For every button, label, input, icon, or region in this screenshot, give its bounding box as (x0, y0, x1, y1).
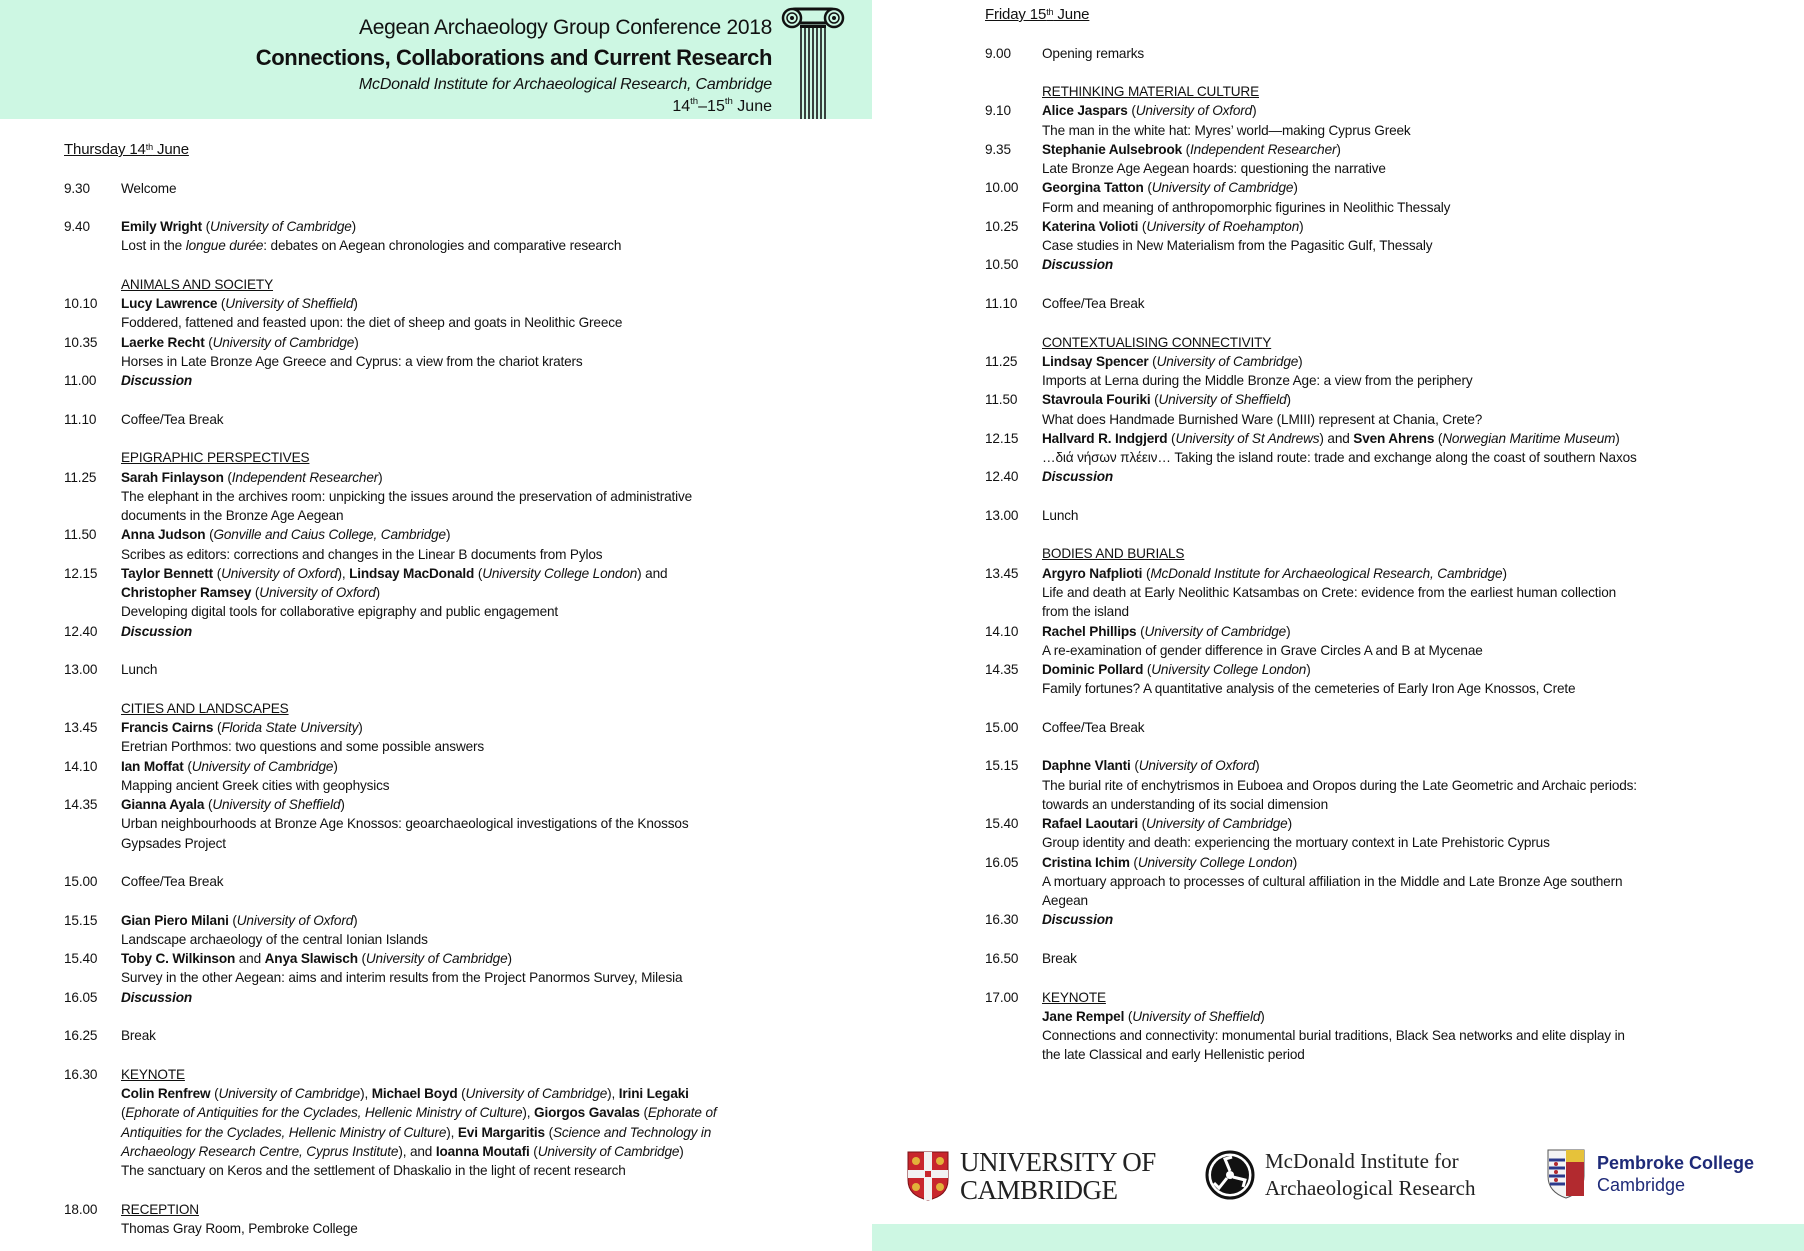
day-text: Friday 15 (985, 6, 1047, 23)
speaker: Irini Legaki (618, 1086, 689, 1102)
speaker: Gian Piero Milani (121, 912, 229, 928)
time: 15.15 (64, 912, 98, 928)
session-heading: ANIMALS AND SOCIETY (121, 276, 274, 292)
date-start: 14 (672, 98, 691, 115)
speaker: Anna Judson (121, 527, 206, 543)
time: 12.15 (985, 430, 1019, 446)
session-heading: BODIES AND BURIALS (1042, 546, 1185, 562)
talk-title: towards an understanding of its social dimension (1042, 796, 1328, 812)
speaker: Francis Cairns (121, 719, 214, 735)
date-end: –15 (698, 98, 725, 115)
talk-title: Survey in the other Aegean: aims and interim results from the Project Panormos Survey, Milesia (121, 970, 683, 986)
time: 16.50 (985, 951, 1019, 967)
day-text: Thursday 14 (64, 141, 146, 158)
talk-title: The sanctuary on Keros and the settlement of Dhaskalio in the light of recent research (121, 1163, 626, 1179)
talk-title: Foddered, fattened and feasted upon: the diet of sheep and goats in Neolithic Greece (121, 315, 623, 331)
talk-title: Group identity and death: experiencing the mortuary context in Late Prehistoric Cyprus (1042, 835, 1550, 851)
conference-theme: Connections, Collaborations and Current Research (255, 45, 772, 70)
logo-cambridge (906, 1148, 1156, 1204)
speaker: Ian Moffat (121, 758, 184, 774)
speaker: Rachel Phillips (1042, 623, 1137, 639)
talk-title: Scribes as editors: corrections and changes in the Linear B documents from Pylos (121, 546, 603, 562)
date-month: June (732, 98, 772, 115)
talk-title: Horses in Late Bronze Age Greece and Cyprus: a view from the chariot kraters (121, 353, 583, 369)
time: 15.00 (985, 719, 1019, 735)
logo-text: Cambridge (1597, 1175, 1686, 1195)
time: 15.00 (64, 874, 98, 890)
time: 15.40 (985, 816, 1019, 832)
speaker: Gianna Ayala (121, 797, 205, 813)
schedule-row: 14.35 Gianna Ayala (University of Sheffield) (64, 795, 824, 814)
affiliation: Florida State University (221, 719, 359, 735)
time: 16.25 (64, 1028, 98, 1044)
event: Coffee/Tea Break (1042, 719, 1145, 735)
event: Coffee/Tea Break (121, 874, 224, 890)
event: Break (121, 1028, 156, 1044)
schedule-row (64, 371, 824, 390)
affiliation: University of Oxford (236, 912, 354, 928)
reception-venue: Thomas Gray Room, Pembroke College (121, 1220, 358, 1236)
schedule-row: 10.25 Katerina Volioti (University of Roehampton) (985, 217, 1725, 236)
event: Break (1042, 951, 1077, 967)
affiliation: Independent Researcher (231, 469, 379, 485)
session-heading: CITIES AND LANDSCAPES (121, 700, 289, 716)
talk-title: Life and death at Early Neolithic Katsambas on Crete: evidence from the earliest human collection (1042, 584, 1617, 600)
speaker: Katerina Volioti (1042, 218, 1139, 234)
schedule-row: 13.45 Francis Cairns (Florida State University) (64, 718, 824, 737)
time: 13.45 (985, 565, 1019, 581)
schedule-row: 15.15 Daphne Vlanti (University of Oxford) (985, 756, 1725, 775)
affiliation: University of Oxford (259, 585, 376, 601)
time: 9.00 (985, 45, 1011, 61)
day-heading (64, 140, 824, 159)
speaker: Daphne Vlanti (1042, 758, 1131, 774)
schedule-row: 16.05 Cristina Ichim (University College London) (985, 853, 1725, 872)
schedule-row: 10.35 Laerke Recht (University of Cambridge) (64, 333, 824, 352)
time: 12.40 (64, 623, 98, 639)
speaker: Colin Renfrew (121, 1086, 211, 1102)
event: Lunch (121, 662, 158, 678)
time: 15.15 (985, 758, 1019, 774)
schedule-row (64, 1065, 824, 1084)
schedule-row (985, 910, 1725, 929)
schedule-row (985, 255, 1725, 274)
speaker: Hallvard R. Indgjerd (1042, 430, 1168, 446)
time: 9.40 (64, 219, 90, 235)
schedule-row: 14.10 Rachel Phillips (University of Cambridge) (985, 622, 1725, 641)
talk-title: The man in the white hat: Myres’ world—making Cyprus Greek (1042, 122, 1411, 138)
time: 16.05 (64, 989, 98, 1005)
schedule-row (64, 622, 824, 641)
talk-title: Connections and connectivity: monumental burial traditions, Black Sea networks and elite display in (1042, 1028, 1625, 1044)
talk-title: A re-examination of gender difference in Grave Circles A and B at Mycenae (1042, 642, 1483, 658)
schedule-row (985, 467, 1725, 486)
time: 10.00 (985, 180, 1019, 196)
discussion: Discussion (121, 989, 193, 1005)
affiliation: Gonville and Caius College, Cambridge (213, 527, 446, 543)
time: 14.35 (985, 662, 1019, 678)
affiliation: University of Oxford (1135, 103, 1253, 119)
talk-title: …διά νήσων πλέειν… Taking the island route: trade and exchange along the coast of southern Naxos (1042, 450, 1637, 466)
talk-title: Lost in the longue durée: debates on Aegean chronologies and comparative research (121, 238, 622, 254)
affiliation: University of Roehampton (1146, 218, 1300, 234)
logo-text: Archaeological Research (1265, 1176, 1476, 1200)
speaker: Stavroula Fouriki (1042, 392, 1151, 408)
logo-text: UNIVERSITY OF (960, 1147, 1156, 1177)
event: Coffee/Tea Break (1042, 295, 1145, 311)
affiliation: University of Cambridge (365, 951, 508, 967)
speaker: Michael Boyd (371, 1086, 458, 1102)
affiliation: Norwegian Maritime Museum (1442, 430, 1616, 446)
talk-title: Landscape archaeology of the central Ionian Islands (121, 931, 428, 947)
talk-title: A mortuary approach to processes of cultural affiliation in the Middle and Late Bronze Age southern (1042, 873, 1623, 889)
affiliation: University of Cambridge (1156, 353, 1299, 369)
schedule-row: 15.40 Rafael Laoutari (University of Cambridge) (985, 814, 1725, 833)
affiliation: University of Cambridge (1144, 623, 1287, 639)
schedule-row: 12.15 Hallvard R. Indgjerd (University of St Andrews) and Sven Ahrens (Norwegian Maritime Museum) (985, 429, 1725, 448)
schedule-row: 14.10 Ian Moffat (University of Cambridge) (64, 757, 824, 776)
speaker: Argyro Nafplioti (1042, 565, 1143, 581)
schedule-row: 9.40 Emily Wright (University of Cambridge) (64, 217, 824, 236)
time: 13.45 (64, 719, 98, 735)
time: 11.10 (64, 411, 97, 427)
schedule-row: 15.40 Toby C. Wilkinson and Anya Slawisch (University of Cambridge) (64, 949, 824, 968)
discussion: Discussion (1042, 257, 1114, 273)
talk-title: What does Handmade Burnished Ware (LMIII) represent at Chania, Crete? (1042, 411, 1483, 427)
schedule-row: 12.15 Taylor Bennett (University of Oxford), Lindsay MacDonald (University College London) and (64, 564, 824, 583)
schedule-row (985, 988, 1725, 1007)
schedule-row (985, 506, 1725, 525)
time: 9.30 (64, 180, 90, 196)
discussion: Discussion (1042, 912, 1114, 928)
speaker: Sven Ahrens (1353, 430, 1435, 446)
affiliation: University of Sheffield (212, 797, 341, 813)
schedule-row: 11.50 Anna Judson (Gonville and Caius College, Cambridge) (64, 525, 824, 544)
speaker: Rafael Laoutari (1042, 816, 1138, 832)
speaker: Georgina Tatton (1042, 180, 1144, 196)
affiliation: Independent Researcher (1190, 141, 1337, 157)
talk-title: documents in the Bronze Age Aegean (121, 508, 344, 524)
time: 11.25 (985, 353, 1018, 369)
time: 10.10 (64, 296, 98, 312)
day-heading (985, 5, 1725, 24)
conference-venue: McDonald Institute for Archaeological Research, Cambridge (358, 76, 772, 93)
event: Opening remarks (1042, 45, 1145, 61)
affiliation: Ephorate of (647, 1105, 717, 1121)
footer-band (872, 1224, 1804, 1251)
talk-title: Eretrian Porthmos: two questions and some possible answers (121, 739, 485, 755)
affiliation: University of Cambridge (218, 1086, 361, 1102)
ordinal: th (690, 96, 699, 107)
logo-text: CAMBRIDGE (960, 1175, 1118, 1205)
time: 11.50 (64, 527, 97, 543)
schedule-row: 9.35 Stephanie Aulsebrook (Independent Researcher) (985, 140, 1725, 159)
speaker: Sarah Finlayson (121, 469, 224, 485)
time: 16.30 (64, 1066, 98, 1082)
time: 13.00 (64, 662, 98, 678)
conference-dates (672, 98, 772, 116)
talk-title-row (64, 236, 824, 255)
speaker: Anya Slawisch (264, 951, 358, 967)
logo-text: Pembroke College (1597, 1153, 1755, 1173)
talk-title: Family fortunes? A quantitative analysis of the cemeteries of Early Iron Age Knossos, Crete (1042, 681, 1576, 697)
session-heading: RETHINKING MATERIAL CULTURE (1042, 84, 1259, 100)
talk-title: Case studies in New Materialism from the Pagasitic Gulf, Thessaly (1042, 238, 1433, 254)
affiliation: Antiquities for the Cyclades, Hellenic Ministry of Culture (121, 1124, 447, 1140)
speaker: Evi Margaritis (457, 1124, 545, 1140)
time: 12.15 (64, 565, 98, 581)
event: Coffee/Tea Break (121, 411, 224, 427)
affiliation: University of Cambridge (1151, 180, 1294, 196)
talk-title: the late Classical and early Hellenistic period (1042, 1047, 1305, 1063)
session-heading: EPIGRAPHIC PERSPECTIVES (121, 450, 310, 466)
schedule-row (64, 660, 824, 679)
speaker: Ioanna Moutafi (435, 1143, 530, 1159)
conference-name: Aegean Archaeology Group Conference 2018 (359, 16, 772, 39)
speaker: Giorgos Gavalas (534, 1105, 640, 1121)
event: Welcome (121, 180, 177, 196)
logo-pembroke (1547, 1148, 1754, 1200)
talk-title: Gypsades Project (121, 835, 226, 851)
sponsor-logos (0, 1148, 1804, 1214)
schedule-row: 11.25 Sarah Finlayson (Independent Researcher) (64, 468, 824, 487)
logo-text: McDonald Institute for (1265, 1149, 1459, 1173)
speaker: Lindsay Spencer (1042, 353, 1149, 369)
time: 11.50 (985, 392, 1018, 408)
session-heading: CONTEXTUALISING CONNECTIVITY (1042, 334, 1272, 350)
schedule-row (64, 1026, 824, 1045)
ionic-column-icon (780, 4, 846, 119)
time: 13.00 (985, 507, 1019, 523)
time: 9.10 (985, 103, 1011, 119)
affiliation: University College London (1151, 662, 1307, 678)
schedule-row (985, 294, 1725, 313)
affiliation: McDonald Institute for Archaeological Research, Cambridge (1150, 565, 1503, 581)
event: Lunch (1042, 507, 1079, 523)
talk-title: The elephant in the archives room: unpicking the issues around the preservation of administrative (121, 488, 693, 504)
schedule-row: 9.10 Alice Jaspars (University of Oxford) (985, 101, 1725, 120)
time: 18.00 (64, 1201, 98, 1217)
friday-schedule: Friday 15th June 9.00 Opening remarks RETHINKING MATERIAL CULTURE 9.10 Alice Jaspars (University of Oxford) The man in the white hat: Myres’ world—making Cyprus Greek 9.35 Stephanie Aulsebrook (Independent Researcher) Late Bronze Age Aegean hoards: questioning the narrative 10.00 Georgina Tatton (University of Cambridge) Form and meaning of anthropomorphic figurines in Neolithic Thessaly 10.25 Katerina Volioti (University of Roehampton) Case studies in New Materialism from the Pagasitic Gulf, Thessaly 10.50 Discussion 11.10 Coffee/Tea Break CONTEXTUALISING CONNECTIVITY 11.25 Lindsay Spencer (University of Cambridge) Imports at Lerna during the Middle Bronze Age: a view from the periphery 11.50 Stavroula Fouriki (University of Sheffield) What does Handmade Burnished Ware (LMIII) represent at Chania, Crete? 12.15 Hallvard R. Indgjerd (University of St Andrews) and Sven Ahrens (Norwegian Maritime Museum) …διά νήσων πλέειν… Taking the island route: trade and exchange along the coast of southern Naxos 12.40 Discussion 13.00 Lunch BODIES AND BURIALS 13.45 Argyro Nafplioti (McDonald Institute for Archaeological Research, Cambridge) Life and death at Early Neolithic Katsambas on Crete: evidence from the earliest human collection from the island 14.10 Rachel Phillips (University of Cambridge) A re-examination of gender difference in Grave Circles A and B at Mycenae 14.35 Dominic Pollard (University College London) Family fortunes? A quantitative analysis of the cemeteries of Early Iron Age Knossos, Crete 15.00 Coffee/Tea Break 15.15 Daphne Vlanti (University of Oxford) The burial rite of enchytrismos in Euboea and Oropos during the Late Geometric and Archaic periods: towards an understanding of its social dimension 15.40 Rafael Laoutari (University of Cambridge) Group identity and death: experiencing the mortuary context in Late Prehistoric Cyprus 16.05 Cristina Ichim (University College London) A mortuary approach to processes of cultural affiliation in the Middle and Late Bronze Age southern Aegean 16.30 Discussion 16.50 Break 17.00 KEYNOTE Jane Rempel (University of Sheffield) Connections and connectivity: monumental burial traditions, Black Sea networks and elite display in the late Classical and early Hellenistic period (985, 5, 1725, 1065)
affiliation: University of Sheffield (1158, 392, 1287, 408)
talk-title: Late Bronze Age Aegean hoards: questioning the narrative (1042, 161, 1386, 177)
discussion: Discussion (1042, 469, 1114, 485)
talk-title: The burial rite of enchytrismos in Euboea and Oropos during the Late Geometric and Archaic periods: (1042, 777, 1637, 793)
speaker: Emily Wright (121, 219, 203, 235)
affiliation: University of Cambridge (537, 1143, 680, 1159)
time: 12.40 (985, 469, 1019, 485)
talk-title: Form and meaning of anthropomorphic figurines in Neolithic Thessaly (1042, 199, 1451, 215)
schedule-row (64, 988, 824, 1007)
time: 11.10 (985, 295, 1018, 311)
affiliation: University of Oxford (1138, 758, 1256, 774)
logo-mcdonald (1205, 1148, 1475, 1202)
day-text: June (1053, 6, 1090, 23)
talk-title: Urban neighbourhoods at Bronze Age Knossos: geoarchaeological investigations of the Knossos (121, 816, 689, 832)
speaker: Dominic Pollard (1042, 662, 1144, 678)
schedule-row: 10.10 Lucy Lawrence (University of Sheffield) (64, 294, 824, 313)
schedule-row (64, 410, 824, 429)
speaker: Toby C. Wilkinson (121, 951, 236, 967)
affiliation: University College London (482, 565, 638, 581)
time: 9.35 (985, 141, 1011, 157)
affiliation: Ephorate of Antiquities for the Cyclades, Hellenic Ministry of Culture (125, 1105, 523, 1121)
talk-title: Mapping ancient Greek cities with geophysics (121, 777, 390, 793)
affiliation: University of Cambridge (465, 1086, 608, 1102)
time: 17.00 (985, 989, 1019, 1005)
talk-title: Imports at Lerna during the Middle Bronze Age: a view from the periphery (1042, 373, 1473, 389)
affiliation: University College London (1137, 854, 1293, 870)
cambridge-crest-icon (906, 1150, 950, 1202)
discussion: Discussion (121, 373, 193, 389)
ordinal: th (724, 96, 733, 107)
speaker: Laerke Recht (121, 334, 205, 350)
keynote-label: KEYNOTE (1042, 989, 1106, 1005)
speaker: Lucy Lawrence (121, 296, 218, 312)
speaker: Lindsay MacDonald (349, 565, 475, 581)
speaker: Cristina Ichim (1042, 854, 1130, 870)
affiliation: Archaeology Research Centre, Cyprus Institute (121, 1143, 399, 1159)
affiliation: Science and Technology in (552, 1124, 712, 1140)
affiliation: University of Sheffield (1132, 1008, 1261, 1024)
keynote-label: KEYNOTE (121, 1066, 185, 1082)
time: 16.05 (985, 854, 1019, 870)
speaker: Christopher Ramsey (121, 585, 252, 601)
speaker: Taylor Bennett (121, 565, 214, 581)
affiliation: University of St Andrews (1175, 430, 1320, 446)
time: 11.00 (64, 373, 97, 389)
time: 10.50 (985, 257, 1019, 273)
schedule-row (985, 949, 1725, 968)
schedule-row: 11.25 Lindsay Spencer (University of Cambridge) (985, 352, 1725, 371)
affiliation: University of Oxford (221, 565, 338, 581)
speaker: Stephanie Aulsebrook (1042, 141, 1183, 157)
ordinal: th (145, 142, 153, 152)
affiliation: University of Cambridge (210, 219, 352, 235)
schedule-row: 13.45 Argyro Nafplioti (McDonald Institute for Archaeological Research, Cambridge) (985, 564, 1725, 583)
time: 15.40 (64, 951, 98, 967)
pembroke-crest-icon (1547, 1148, 1585, 1200)
time: 14.10 (64, 758, 98, 774)
reception-label: RECEPTION (121, 1201, 199, 1217)
speaker: Alice Jaspars (1042, 103, 1128, 119)
speaker: Jane Rempel (1042, 1008, 1125, 1024)
schedule-row (985, 718, 1725, 737)
ordinal: th (1046, 7, 1054, 17)
time: 10.25 (985, 218, 1019, 234)
affiliation: University of Cambridge (212, 334, 355, 350)
schedule-row: 14.35 Dominic Pollard (University College London) (985, 660, 1725, 679)
schedule-row: 10.00 Georgina Tatton (University of Cambridge) (985, 178, 1725, 197)
time: 11.25 (64, 469, 97, 485)
time: 16.30 (985, 912, 1019, 928)
thursday-schedule: Thursday 14th June 9.30 Welcome 9.40 Emily Wright (University of Cambridge) Lost in the longue durée: debates on Aegean chronologies and comparative research ANIMALS AND SOCIETY 10.10 Lucy Lawrence (University of Sheffield) Foddered, fattened and feasted upon: the diet of sheep and goats in Neolithic Greece 10.35 Laerke Recht (University of Cambridge) Horses in Late Bronze Age Greece and Cyprus: a view from the chariot kraters 11.00 Discussion 11.10 Coffee/Tea Break EPIGRAPHIC PERSPECTIVES 11.25 Sarah Finlayson (Independent Researcher) The elephant in the archives room: unpicking the issues around the preservation of administrative documents in the Bronze Age Aegean 11.50 Anna Judson (Gonville and Caius College, Cambridge) Scribes as editors: corrections and changes in the Linear B documents from Pylos 12.15 Taylor Bennett (University of Oxford), Lindsay MacDonald (University College London) and Christopher Ramsey (University of Oxford) Developing digital tools for collaborative epigraphy and public engagement 12.40 Discussion 13.00 Lunch CITIES AND LANDSCAPES 13.45 Francis Cairns (Florida State University) Eretrian Porthmos: two questions and some possible answers 14.10 Ian Moffat (University of Cambridge) Mapping ancient Greek cities with geophysics 14.35 Gianna Ayala (University of Sheffield) Urban neighbourhoods at Bronze Age Knossos: geoarchaeological investigations of the Knossos Gypsades Project 15.00 Coffee/Tea Break 15.15 Gian Piero Milani (University of Oxford) Landscape archaeology of the central Ionian Islands 15.40 Toby C. Wilkinson and Anya Slawisch (University of Cambridge) Survey in the other Aegean: aims and interim results from the Project Panormos Survey, Milesia 16.05 Discussion 16.25 Break 16.30 KEYNOTE Colin Renfrew (University of Cambridge), Michael Boyd (University of Cambridge), Irini Legaki (Ephorate of Antiquities for the Cyclades, Hellenic Ministry of Culture), Giorgos Gavalas (Ephorate of Antiquities for the Cyclades, Hellenic Ministry of Culture), Evi Margaritis (Science and Technology in Archaeology Research Centre, Cyprus Institute), and Ioanna Moutafi (University of Cambridge) The sanctuary on Keros and the settlement of Dhaskalio in the light of recent research 18.00 RECEPTION Thomas Gray Room, Pembroke College (64, 140, 824, 1238)
talk-title: from the island (1042, 604, 1129, 620)
time: 14.10 (985, 623, 1019, 639)
talk-title: Developing digital tools for collaborative epigraphy and public engagement (121, 604, 559, 620)
triskelion-icon (1205, 1150, 1255, 1200)
time: 14.35 (64, 797, 98, 813)
affiliation: University of Cambridge (1145, 816, 1288, 832)
schedule-row (985, 44, 1725, 63)
time: 10.35 (64, 334, 98, 350)
discussion: Discussion (121, 623, 193, 639)
affiliation: University of Cambridge (191, 758, 334, 774)
talk-title: Aegean (1042, 893, 1088, 909)
schedule-row: 15.15 Gian Piero Milani (University of Oxford) (64, 911, 824, 930)
schedule-row (64, 872, 824, 891)
day-text: June (152, 141, 189, 158)
affiliation: University of Sheffield (225, 296, 354, 312)
schedule-row: 11.50 Stavroula Fouriki (University of Sheffield) (985, 390, 1725, 409)
schedule-row (64, 179, 824, 198)
